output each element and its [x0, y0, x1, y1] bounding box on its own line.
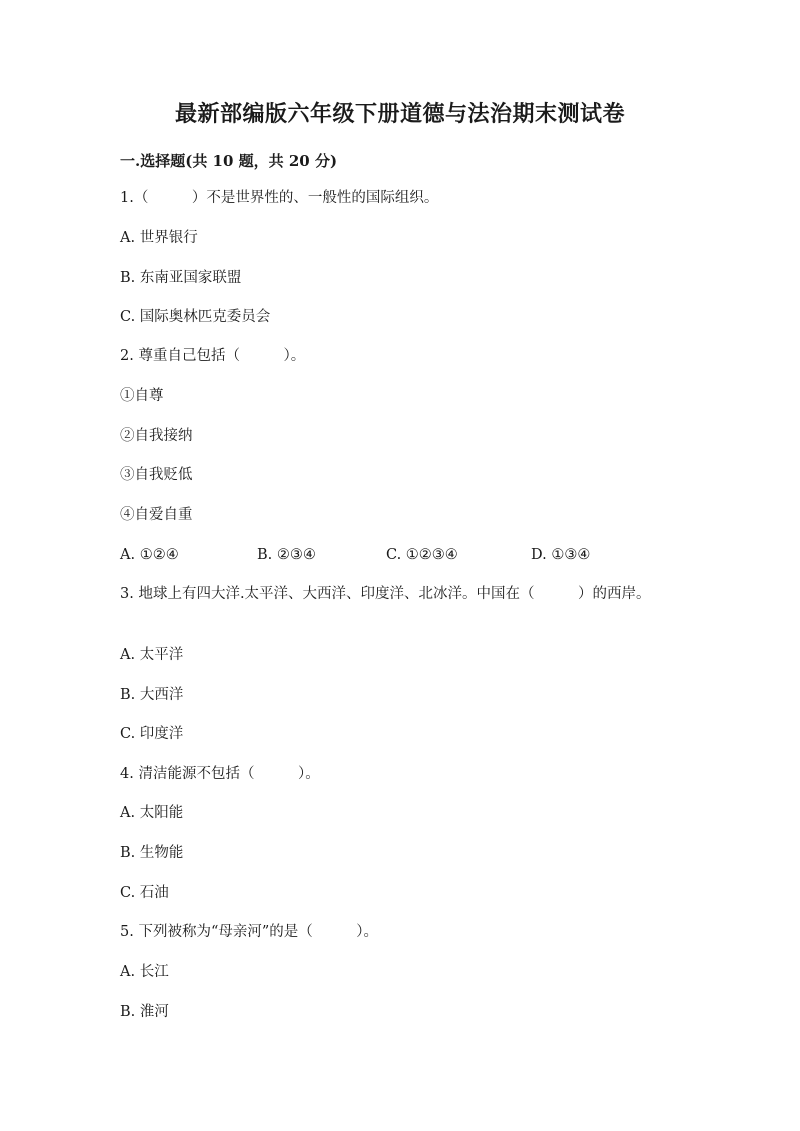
question-2-item-1: ①自尊: [120, 388, 164, 404]
question-2-item-4: ④自爱自重: [120, 507, 193, 523]
question-2-option-b: B. ②③④: [257, 547, 316, 563]
question-1-option-b: B. 东南亚国家联盟: [120, 270, 242, 286]
question-5-stem: 5. 下列被称为“母亲河”的是（ ）。: [120, 924, 379, 940]
question-3-option-a: A. 太平洋: [120, 647, 184, 663]
question-1-stem: 1.（ ）不是世界性的、一般性的国际组织。: [120, 190, 439, 206]
question-4-option-c: C. 石油: [120, 885, 169, 901]
question-3-option-c: C. 印度洋: [120, 726, 184, 742]
question-4-option-b: B. 生物能: [120, 845, 184, 861]
question-4-option-a: A. 太阳能: [120, 805, 184, 821]
question-5-option-a: A. 长江: [120, 964, 169, 980]
question-2-stem: 2. 尊重自己包括（ ）。: [120, 348, 306, 364]
question-2-item-2: ②自我接纳: [120, 428, 193, 444]
question-3-stem: 3. 地球上有四大洋.太平洋、大西洋、印度洋、北冰洋。中国在（ ）的西岸。: [120, 586, 651, 602]
question-1-option-a: A. 世界银行: [120, 230, 198, 246]
question-1-option-c: C. 国际奥林匹克委员会: [120, 309, 271, 325]
question-2-option-a: A. ①②④: [120, 547, 179, 563]
section-heading: 一.选择题(共 10 题，共 20 分): [120, 152, 338, 170]
exam-title: 最新部编版六年级下册道德与法治期末测试卷: [174, 101, 625, 127]
question-3-option-b: B. 大西洋: [120, 687, 184, 703]
question-5-option-b: B. 淮河: [120, 1004, 169, 1020]
question-2-item-3: ③自我贬低: [120, 467, 193, 483]
question-4-stem: 4. 清洁能源不包括（ ）。: [120, 766, 320, 782]
question-2-option-c: C. ①②③④: [386, 547, 458, 563]
question-2-option-d: D. ①③④: [531, 547, 591, 563]
